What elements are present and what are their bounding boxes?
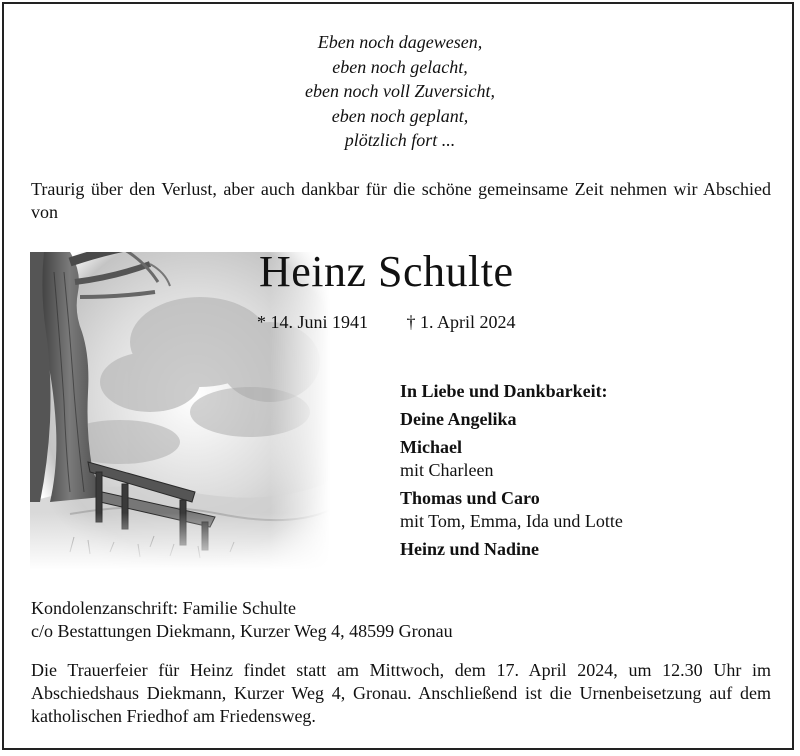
condolence-line: c/o Bestattungen Diekmann, Kurzer Weg 4, 48599 Gronau — [31, 621, 453, 641]
family-child3-name: Heinz und Nadine — [400, 539, 540, 559]
family-heading: In Liebe und Dankbarkeit: — [400, 381, 608, 401]
life-dates — [257, 311, 516, 333]
poem — [0, 30, 800, 153]
tree-bench-illustration — [30, 252, 330, 570]
family-child2-name: Thomas und Caro — [400, 488, 540, 508]
deceased-name: Heinz Schulte — [259, 247, 514, 296]
condolence-line: Kondolenzanschrift: Familie Schulte — [31, 598, 296, 618]
poem-line: eben noch gelacht, — [332, 56, 468, 77]
family-child2-children: mit Tom, Emma, Ida und Lotte — [400, 511, 623, 531]
family-child1-partner: mit Charleen — [400, 460, 494, 480]
intro-text: Traurig über den Verlust, aber auch dankbar für die schöne gemeinsame Zeit nehmen wir Abschied von — [31, 179, 771, 222]
family-child1-name: Michael — [400, 437, 462, 457]
family-spouse: Deine Angelika — [400, 409, 517, 429]
poem-line: eben noch voll Zuversicht, — [305, 81, 495, 101]
poem-line: Eben noch dagewesen, — [317, 32, 483, 52]
family-list — [400, 380, 623, 561]
birth-date: * 14. Juni 1941 — [257, 312, 369, 332]
poem-line: eben noch geplant, — [331, 105, 469, 126]
death-date: † 1. April 2024 — [406, 312, 516, 332]
condolence-address — [31, 597, 453, 643]
poem-line: plötzlich fort ... — [344, 130, 456, 150]
ceremony-text: Die Trauerfeier für Heinz findet statt am Mittwoch, dem 17. April 2024, um 12.30 Uhr im Abschiedshaus Diekmann, Kurzer Weg 4, Gronau. Anschließend ist die Urnenbeisetzung auf dem katholischen Friedhof am Friedensweg. — [31, 660, 771, 726]
